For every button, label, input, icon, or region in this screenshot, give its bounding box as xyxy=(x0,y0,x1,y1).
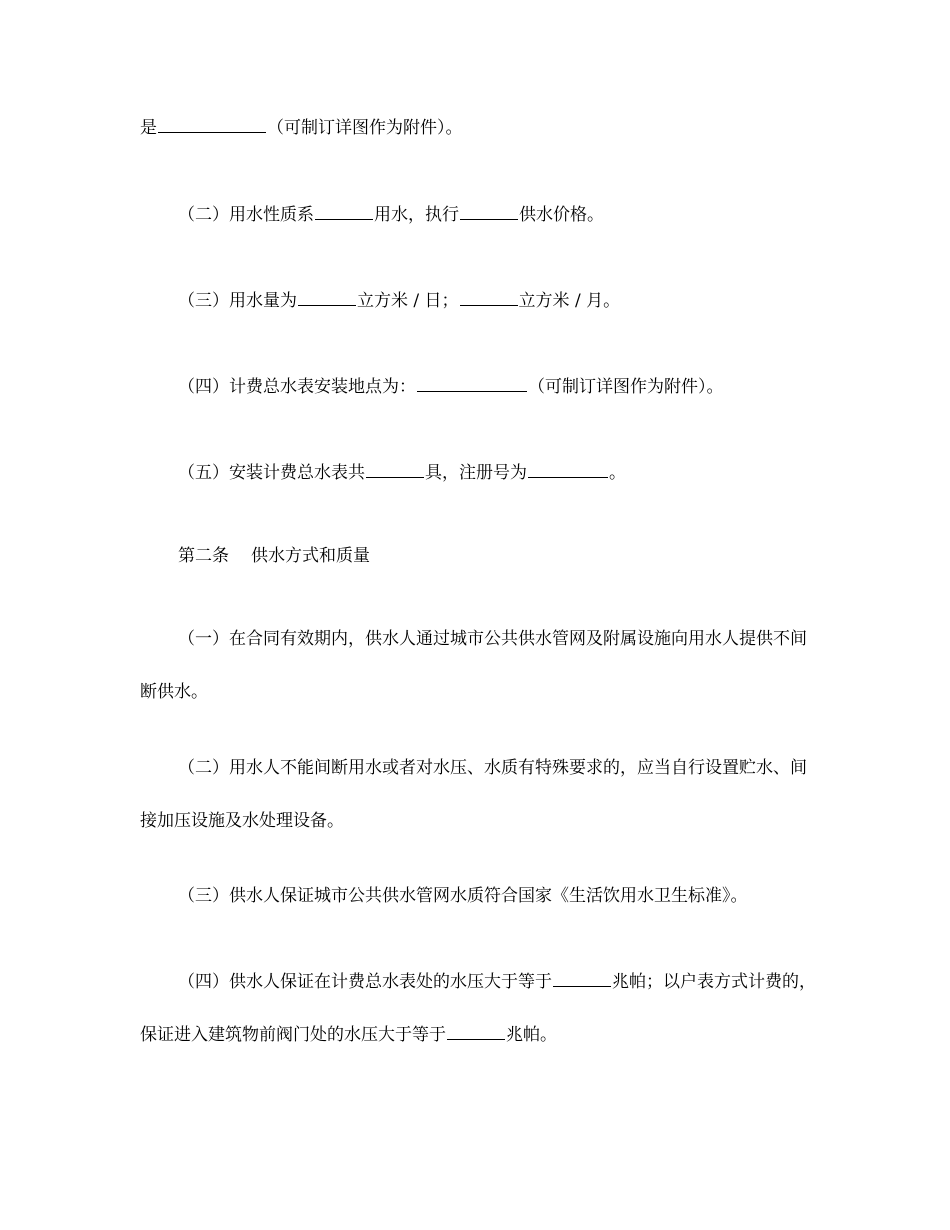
text-segment: （四）供水人保证在计费总水表处的水压大于等于 xyxy=(178,972,552,992)
text-segment: （三）供水人保证城市公共供水管网水质符合国家《生活饮用水卫生标准》。 xyxy=(178,886,748,906)
fill-blank[interactable] xyxy=(417,373,527,392)
text-segment: 。 xyxy=(609,463,626,483)
clause-4-meter-location xyxy=(178,373,858,399)
fill-blank[interactable] xyxy=(460,287,518,306)
article-2-heading xyxy=(178,544,858,568)
text-segment: （三）用水量为 xyxy=(178,291,297,311)
clause-location-line xyxy=(140,114,820,140)
fill-blank[interactable] xyxy=(447,1021,505,1040)
clause-3-water-quality xyxy=(178,884,858,908)
text-segment: 供水价格。 xyxy=(519,205,604,225)
fill-blank[interactable] xyxy=(315,201,373,220)
fill-blank[interactable] xyxy=(366,459,424,478)
fill-blank[interactable] xyxy=(528,459,608,478)
paragraph-1-continuous-supply xyxy=(140,613,820,719)
fill-blank[interactable] xyxy=(553,968,611,987)
clause-3-water-volume xyxy=(178,287,858,313)
text-segment: 兆帕。 xyxy=(506,1025,557,1045)
paragraph-4-water-pressure xyxy=(140,956,820,1062)
text-segment: 是 xyxy=(140,118,157,138)
fill-blank[interactable] xyxy=(460,201,518,220)
text-segment: 立方米 / 月。 xyxy=(518,291,621,311)
text-segment: （二）用水性质系 xyxy=(178,205,314,225)
text-segment: 兆帕；以户表方式计费的，保证进入建筑物前阀门处的水压大于等于 xyxy=(140,972,816,1045)
text-segment: 用水，执行 xyxy=(374,205,459,225)
fill-blank[interactable] xyxy=(158,114,266,133)
text-segment: 立方米 / 日； xyxy=(357,291,459,311)
fill-blank[interactable] xyxy=(298,287,356,306)
clause-2-water-nature xyxy=(178,201,858,227)
paragraph-text: （二）用水人不能间断用水或者对水压、水质有特殊要求的，应当自行设置贮水、间接加压设施及水处理设备。 xyxy=(140,758,807,831)
text-segment: （五）安装计费总水表共 xyxy=(178,463,365,483)
text-segment: （四）计费总水表安装地点为： xyxy=(178,377,416,397)
paragraph-text: （一）在合同有效期内，供水人通过城市公共供水管网及附属设施向用水人提供不间断供水。 xyxy=(140,629,807,702)
text-segment: （可制订详图作为附件）。 xyxy=(528,377,724,397)
text-segment: 具，注册号为 xyxy=(425,463,527,483)
article-number: 第二条 xyxy=(178,546,229,566)
article-title: 供水方式和质量 xyxy=(251,546,370,566)
text-segment: （可制订详图作为附件）。 xyxy=(267,118,463,138)
clause-5-meter-count xyxy=(178,459,858,485)
paragraph-2-special-requirements xyxy=(140,742,820,848)
